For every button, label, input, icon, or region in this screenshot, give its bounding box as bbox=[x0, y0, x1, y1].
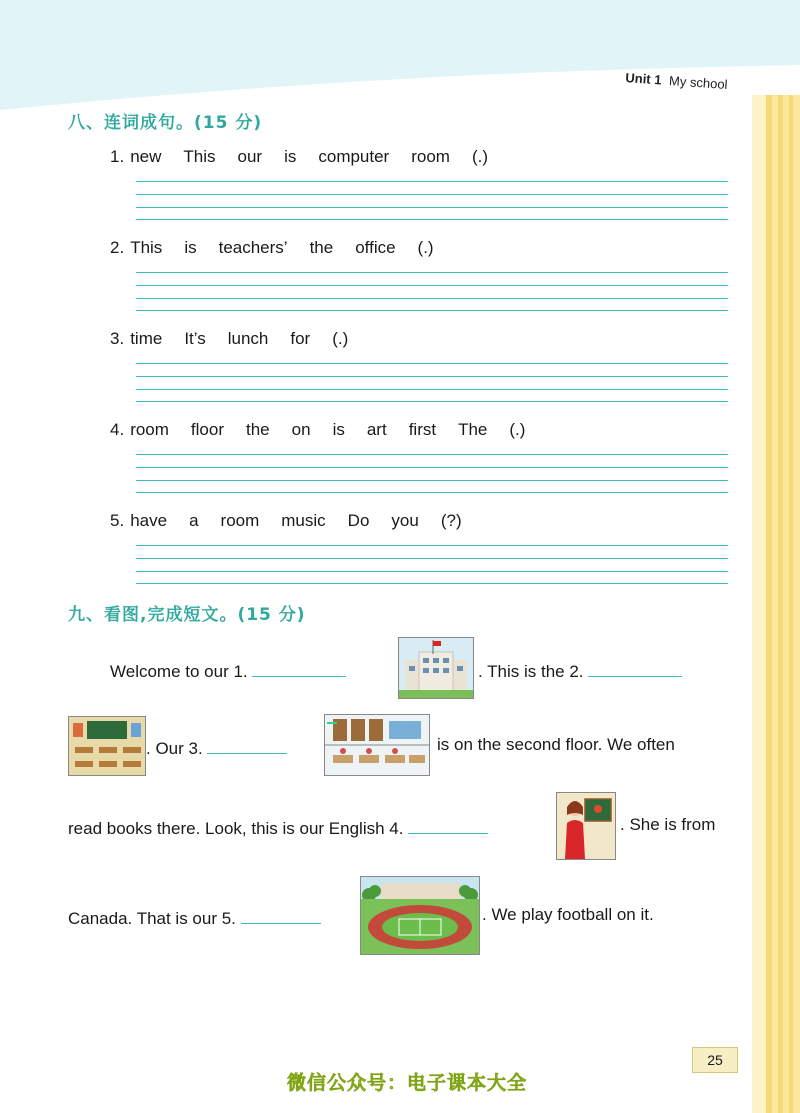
watermark-text: 微信公众号：电子课本大全 bbox=[287, 1072, 528, 1094]
classroom-picture bbox=[68, 716, 146, 776]
answer-lines-1[interactable] bbox=[136, 181, 728, 221]
passage-line-2: . Our 3. bbox=[146, 735, 287, 759]
school-building-picture bbox=[398, 637, 474, 699]
passage-line-4b: . We play football on it. bbox=[482, 905, 654, 924]
question-3: 3. time It’s lunch for (.) bbox=[110, 329, 349, 348]
unit-topic: My school bbox=[668, 73, 729, 93]
question-1: 1. new This our is computer room (.) bbox=[110, 147, 489, 166]
passage-line-1: Welcome to our 1. bbox=[110, 658, 346, 682]
answer-lines-3[interactable] bbox=[136, 363, 728, 403]
passage-line-4: Canada. That is our 5. bbox=[68, 905, 321, 929]
top-decorative-band bbox=[0, 0, 800, 110]
right-page-edge bbox=[752, 95, 800, 1113]
playground-picture bbox=[360, 876, 480, 955]
library-picture bbox=[324, 714, 430, 776]
blank-4[interactable] bbox=[408, 815, 488, 834]
question-2: 2. This is teachers’ the office (.) bbox=[110, 238, 434, 257]
teacher-picture bbox=[556, 792, 616, 860]
question-4: 4. room floor the on is art first The (.) bbox=[110, 420, 526, 439]
unit-label: Unit 1 bbox=[624, 70, 663, 88]
answer-lines-5[interactable] bbox=[136, 545, 728, 585]
question-5: 5. have a room music Do you (?) bbox=[110, 511, 462, 530]
blank-3[interactable] bbox=[207, 735, 287, 754]
answer-lines-4[interactable] bbox=[136, 454, 728, 494]
blank-1[interactable] bbox=[252, 658, 346, 677]
blank-2[interactable] bbox=[588, 658, 682, 677]
section-8-title: 八、连词成句。(15 分) bbox=[68, 113, 263, 133]
passage-line-2b: is on the second floor. We often bbox=[437, 735, 675, 754]
passage-line-1b: . This is the 2. bbox=[478, 658, 682, 682]
passage-line-3b: . She is from bbox=[620, 815, 716, 834]
passage-line-3: read books there. Look, this is our English 4. bbox=[68, 815, 488, 839]
page-number: 25 bbox=[692, 1047, 738, 1073]
answer-lines-2[interactable] bbox=[136, 272, 728, 312]
section-9-title: 九、看图,完成短文。(15 分) bbox=[68, 605, 306, 625]
blank-5[interactable] bbox=[241, 905, 321, 924]
